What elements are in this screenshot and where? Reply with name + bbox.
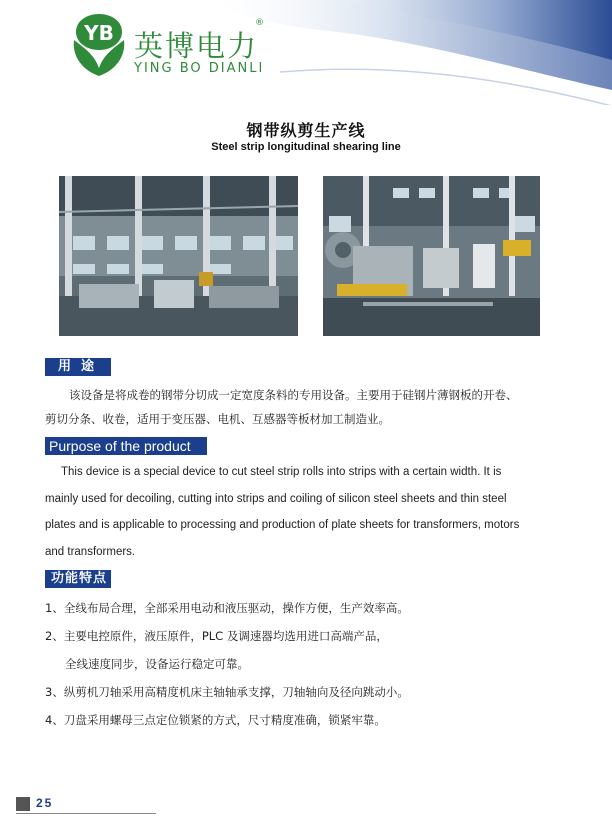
page-number: 25 bbox=[36, 796, 54, 810]
features-list bbox=[45, 594, 555, 734]
svg-text:YB: YB bbox=[84, 21, 114, 45]
page-title-en: Steel strip longitudinal shearing line bbox=[211, 141, 401, 153]
purpose-line-3: plates and is applicable to processing and production of plate sheets for transformers, motors bbox=[45, 519, 520, 531]
slitting-line-workshop-photo bbox=[59, 176, 298, 336]
brand-name-cn: 英博电力 bbox=[134, 29, 259, 63]
use-line-1: 该设备是将成卷的钢带分切成一定宽度条料的专用设备。主要用于硅钢片薄钢板的开卷、 bbox=[69, 388, 518, 402]
purpose-line-2: mainly used for decoiling, cutting into strips and coiling of silicon steel sheets and thin steel bbox=[45, 492, 507, 505]
purpose-paragraph bbox=[45, 459, 550, 565]
section-heading-features: 功能特点 bbox=[45, 570, 111, 588]
use-paragraph bbox=[45, 383, 545, 431]
purpose-line-4: and transformers. bbox=[45, 545, 136, 558]
page-title-cn: 钢带纵剪生产线 bbox=[246, 121, 366, 140]
use-line-2: 剪切分条、收卷，适用于变压器、电机、互感器等板材加工制造业。 bbox=[45, 412, 390, 426]
decoiler-machine-photo bbox=[323, 176, 540, 336]
brand-logo bbox=[62, 10, 272, 80]
brand-name-en: YING BO DIANLI bbox=[134, 61, 265, 76]
purpose-line-1: This device is a special device to cut steel strip rolls into strips with a certain width. It is bbox=[61, 466, 502, 478]
section-heading-use: 用途 bbox=[45, 358, 111, 376]
section-heading-purpose: Purpose of the product bbox=[45, 437, 207, 455]
yb-leaf-logo-icon bbox=[68, 12, 130, 78]
registered-mark: ® bbox=[255, 18, 264, 28]
feature-item-2: 2、主要电控原件，液压原件，PLC 及调速器均选用进口高端产品， bbox=[45, 629, 388, 643]
footer-rule bbox=[16, 813, 156, 814]
feature-item-4: 4、刀盘采用螺母三点定位锁紧的方式，尺寸精度准确，锁紧牢靠。 bbox=[45, 713, 386, 727]
feature-item-2-continued: 全线速度同步，设备运行稳定可靠。 bbox=[65, 657, 249, 671]
feature-item-3: 3、纵剪机刀轴采用高精度机床主轴轴承支撑，刀轴轴向及径向跳动小。 bbox=[45, 685, 409, 699]
footer-marker bbox=[16, 797, 30, 811]
feature-item-1: 1、全线布局合理，全部采用电动和液压驱动，操作方便，生产效率高。 bbox=[45, 601, 409, 615]
